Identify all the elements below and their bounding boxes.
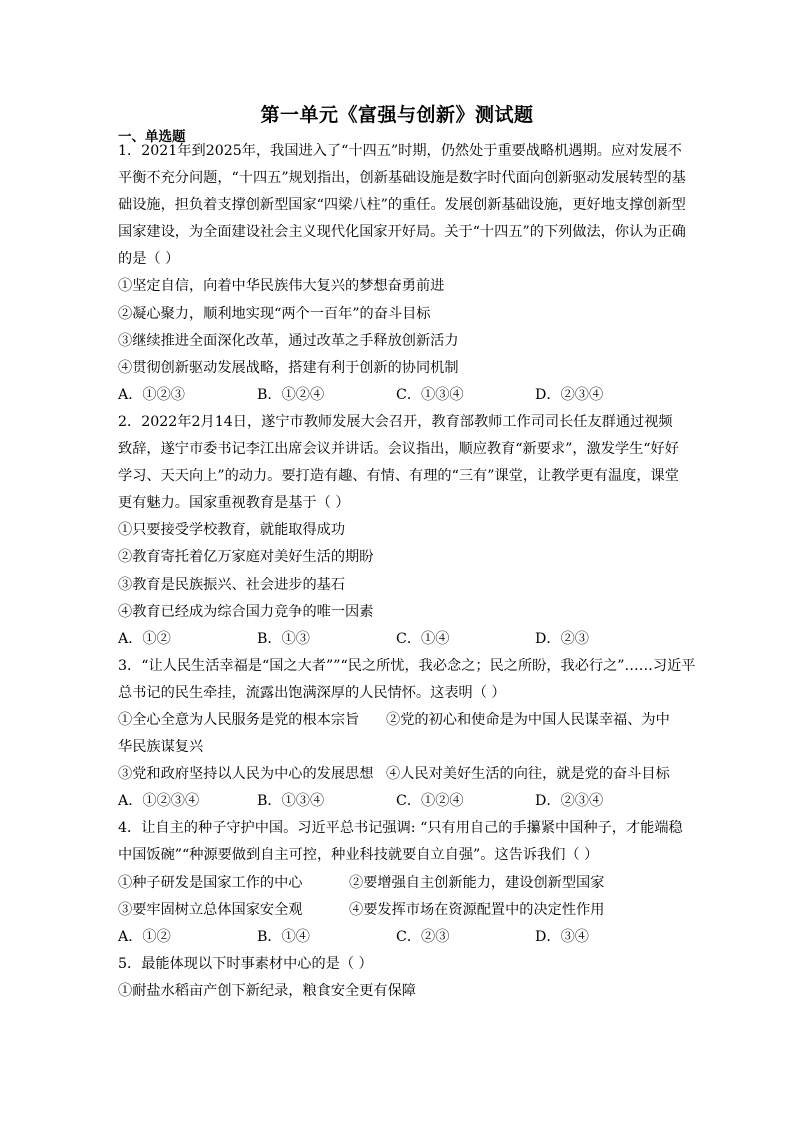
question-1 (118, 138, 686, 409)
statement-item: ③教育是民族振兴、社会进步的基石 (118, 576, 346, 593)
statement-item-continued: 华民族谋复兴 (118, 739, 204, 756)
option-c[interactable]: C．①②④ (396, 793, 464, 810)
question-text-line: 更有魅力。国家重视教育是基于（ ） (118, 495, 350, 512)
statement-item: ②凝心聚力，顺利地实现“两个一百年”的奋斗目标 (118, 305, 431, 322)
statement-row (118, 761, 678, 788)
option-d[interactable]: D．②③④ (535, 386, 604, 403)
statement-item: ④要发挥市场在资源配置中的决定性作用 (349, 901, 605, 918)
question-text-line: 国家建设，为全面建设社会主义现代化国家开好局。关于“十四五”的下列做法，你认为正确 (118, 224, 686, 241)
question-text-line: 的是（ ） (118, 251, 180, 268)
question-text-line: 4．让自主的种子守护中国。习近平总书记强调: “只有用自己的手攥紧中国种子，才能端稳 (118, 820, 683, 837)
question-text-line: 中国饭碗”“种源要做到自主可控，种业科技就要自立自强”。这告诉我们（ ） (118, 847, 599, 864)
option-b[interactable]: B．①③④ (257, 793, 325, 810)
statement-item: ④人民对美好生活的向往，就是党的奋斗目标 (386, 766, 670, 783)
question-text-line: 3．“让人民生活幸福是“国之大者””“民之所忧，我必念之；民之所盼，我必行之”……习近平 (118, 657, 696, 674)
page-title: 第一单元《富强与创新》测试题 (260, 104, 534, 126)
statement-row (118, 707, 678, 734)
statement-item: ②教育寄托着亿万家庭对美好生活的期盼 (118, 549, 374, 566)
statement-item: ①种子研发是国家工作的中心 (118, 874, 303, 891)
question-text-line: 学习、天天向上”的动力。要打造有趣、有情、有理的“三有”课堂，让教学更有温度，课堂 (118, 468, 679, 485)
question-text-line: 5．最能体现以下时事素材中心的是（ ） (118, 955, 373, 972)
statement-item: ③党和政府坚持以人民为中心的发展思想 (118, 766, 374, 783)
option-d[interactable]: D．②③④ (535, 793, 604, 810)
option-c[interactable]: C．①④ (396, 630, 450, 647)
section-heading: 一、单选题 (118, 129, 186, 145)
statement-item: ③要牢固树立总体国家安全观 (118, 901, 303, 918)
option-b[interactable]: B．①③ (257, 630, 310, 647)
statement-item: ③继续推进全面深化改革，通过改革之手释放创新活力 (118, 332, 459, 349)
question-text-line: 致辞，遂宁市委书记李江出席会议并讲话。会议指出，顺应教育“新要求”，激发学生“好好 (118, 441, 679, 458)
statement-item: ②党的初心和使命是为中国人民谋幸福、为中 (386, 711, 670, 728)
option-a[interactable]: A．①②③ (118, 386, 185, 403)
question-text-line: 1．2021年到2025年，我国进入了“十四五”时期，仍然处于重要战略机遇期。应对发展不 (118, 143, 682, 159)
option-a[interactable]: A．①②③④ (118, 793, 200, 810)
question-text-line: 2．2022年2月14日，遂宁市教师发展大会召开，教育部教师工作司司长任友群通过视频 (118, 413, 673, 430)
statement-item: ①全心全意为人民服务是党的根本宗旨 (118, 711, 360, 728)
option-c[interactable]: C．①③④ (396, 386, 464, 403)
statement-row (118, 870, 678, 897)
statement-item: ②要增强自主创新能力，建设创新型国家 (349, 874, 605, 891)
answer-options (118, 626, 678, 653)
answer-options (118, 382, 678, 409)
option-d[interactable]: D．③④ (535, 928, 589, 945)
statement-row (118, 897, 678, 924)
question-2 (118, 409, 678, 653)
option-a[interactable]: A．①② (118, 630, 171, 647)
option-c[interactable]: C．②③ (396, 928, 450, 945)
statement-item: ④教育已经成为综合国力竞争的唯一因素 (118, 603, 374, 620)
question-5 (118, 951, 678, 1005)
statement-item: ①耐盐水稻亩产创下新纪录，粮食安全更有保障 (118, 982, 416, 999)
question-list (118, 138, 696, 1005)
answer-options (118, 924, 678, 951)
option-a[interactable]: A．①② (118, 928, 171, 945)
statement-item: ①坚定自信，向着中华民族伟大复兴的梦想奋勇前进 (118, 278, 445, 295)
question-text-line: 总书记的民生牵挂，流露出饱满深厚的人民情怀。这表明（ ） (118, 684, 506, 701)
option-d[interactable]: D．②③ (535, 630, 589, 647)
question-text-line: 平衡不充分问题，“十四五”规划指出，创新基础设施是数字时代面向创新驱动发展转型的基 (118, 170, 686, 187)
statement-item: ④贯彻创新驱动发展战略，搭建有利于创新的协同机制 (118, 359, 459, 376)
question-3 (118, 653, 696, 816)
statement-item: ①只要接受学校教育，就能取得成功 (118, 522, 346, 539)
option-b[interactable]: B．①④ (257, 928, 310, 945)
answer-options (118, 788, 678, 815)
option-b[interactable]: B．①②④ (257, 386, 325, 403)
question-4 (118, 815, 683, 950)
question-text-line: 础设施，担负着支撑创新型国家“四梁八柱”的重任。发展创新基础设施，更好地支撑创新型 (118, 197, 686, 214)
